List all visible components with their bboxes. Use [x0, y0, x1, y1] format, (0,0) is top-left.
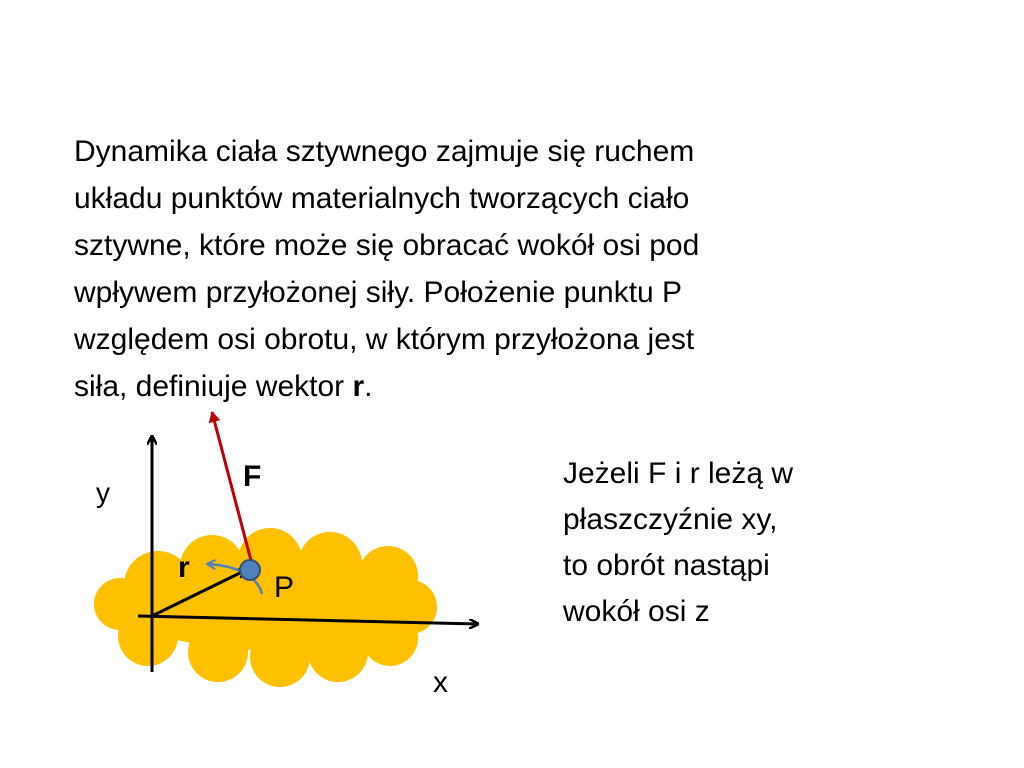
- x-axis-label: x: [433, 666, 448, 699]
- y-axis-label: y: [96, 477, 110, 508]
- paragraph-end: .: [364, 370, 373, 403]
- side-note-line-3: to obrót nastąpi: [563, 549, 770, 582]
- point-p-label: P: [274, 571, 295, 604]
- vector-r-symbol: r: [352, 370, 365, 403]
- side-note-line-2: płaszczyźnie xy,: [563, 503, 778, 536]
- force-label: F: [243, 460, 262, 493]
- point-p-dot: [240, 560, 260, 580]
- rigid-body-cloud: [94, 528, 437, 687]
- side-note-line-1: Jeżeli F i r leżą w: [563, 457, 794, 490]
- paragraph-text: Dynamika ciała sztywnego zajmuje się ruchem układu punktów materialnych tworzących ciało sztywne, które może się obracać wokół osi pod wpływem przyłożonej siły. Położenie punktu P względem osi obrotu, w którym przyłożona jest siła, definiuje wektor: [74, 135, 700, 403]
- radius-label: r: [178, 551, 190, 584]
- side-note-line-4: wokół osi z: [563, 595, 710, 628]
